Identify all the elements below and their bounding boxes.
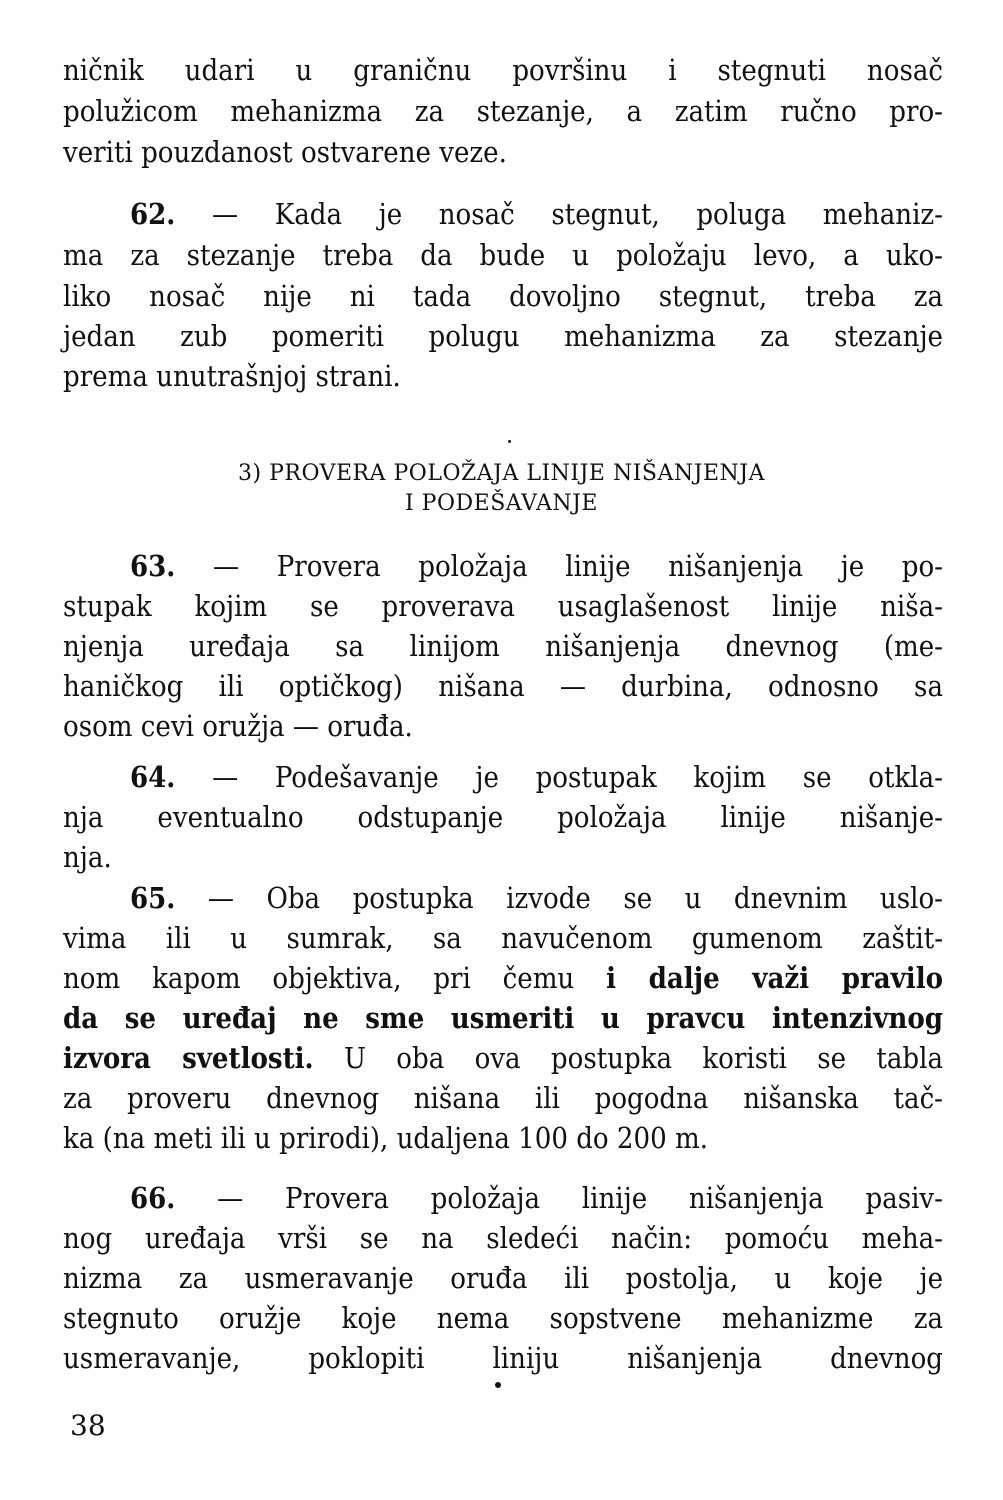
text-line: vima ili u sumrak, sa navučenom gumenom zaštit- xyxy=(63,921,943,955)
text-line: usmeravanje, poklopiti liniju nišanjenja dnevnog xyxy=(63,1341,943,1375)
paragraph-number: 64. xyxy=(130,760,176,794)
text-line: ka (na meti ili u prirodi), udaljena 100 do 200 m. xyxy=(63,1121,708,1155)
text-line: nom kapom objektiva, pri čemu i dalje važi pravilo xyxy=(63,961,944,995)
page-number: 38 xyxy=(70,1409,106,1442)
text-line: za proveru dnevnog nišana ili pogodna nišanska tač- xyxy=(63,1081,943,1115)
text-line: stupak kojim se proverava usaglašenost linije niša- xyxy=(63,589,943,623)
text-line: veriti pouzdanost ostvarene veze. xyxy=(63,135,507,169)
paragraph-number: 65. xyxy=(130,881,176,915)
text-line: liko nosač nije ni tada dovoljno stegnut, treba za xyxy=(63,279,943,313)
paragraph-65-first-line: 65. — Oba postupka izvode se u dnevnim uslo- xyxy=(130,881,943,915)
text-line: stegnuto oružje koje nema sopstvene mehanizme za xyxy=(63,1301,943,1335)
text-line: izvora svetlosti. U oba ova postupka koristi se tabla xyxy=(63,1041,943,1075)
paragraph-number: 63. xyxy=(130,549,176,583)
text-line: jedan zub pomeriti polugu mehanizma za stezanje xyxy=(63,319,943,353)
paragraph-number: 66. xyxy=(130,1181,176,1215)
text-line: polužicom mehanizma za stezanje, a zatim ručno pro- xyxy=(63,94,943,128)
scan-speck xyxy=(495,1382,501,1388)
text-line: nja eventualno odstupanje položaja linije nišanje- xyxy=(63,800,943,834)
text-line: prema unutrašnjoj strani. xyxy=(63,359,401,393)
section-heading: 3) PROVERA POLOŽAJA LINIJE NIŠANJENJA xyxy=(238,461,765,486)
emphasized-line: da se uređaj ne sme usmeriti u pravcu intenzivnog xyxy=(63,1001,943,1035)
emphasized-text: i dalje važi pravilo xyxy=(606,961,944,995)
emphasized-text: izvora svetlosti. xyxy=(63,1041,314,1075)
paragraph-63-first-line: 63. — Provera položaja linije nišanjenja je po- xyxy=(130,549,943,583)
paragraph-64-first-line: 64. — Podešavanje je postupak kojim se otkla- xyxy=(130,760,943,794)
text-line: ničnik udari u graničnu površinu i stegnuti nosač xyxy=(63,53,943,87)
text-line: osom cevi oružja — oruđa. xyxy=(63,709,413,743)
paragraph-number: 62. xyxy=(130,197,176,231)
text-line: ma za stezanje treba da bude u položaju levo, a uko- xyxy=(63,238,943,272)
paragraph-66-first-line: 66. — Provera položaja linije nišanjenja pasiv- xyxy=(130,1181,943,1215)
scan-speck xyxy=(508,440,511,443)
section-heading-line-2: I PODEŠAVANJE xyxy=(405,491,598,516)
text-line: njenja uređaja sa linijom nišanjenja dnevnog (me- xyxy=(63,629,943,663)
text-line: nja. xyxy=(63,840,112,874)
paragraph-62-first-line: 62. — Kada je nosač stegnut, poluga mehaniz- xyxy=(130,197,943,231)
text-line: nog uređaja vrši se na sledeći način: pomoću meha- xyxy=(63,1221,943,1255)
text-line: nizma za usmeravanje oruđa ili postolja, u koje je xyxy=(63,1261,943,1295)
text-line: haničkog ili optičkog) nišana — durbina, odnosno sa xyxy=(63,669,943,703)
